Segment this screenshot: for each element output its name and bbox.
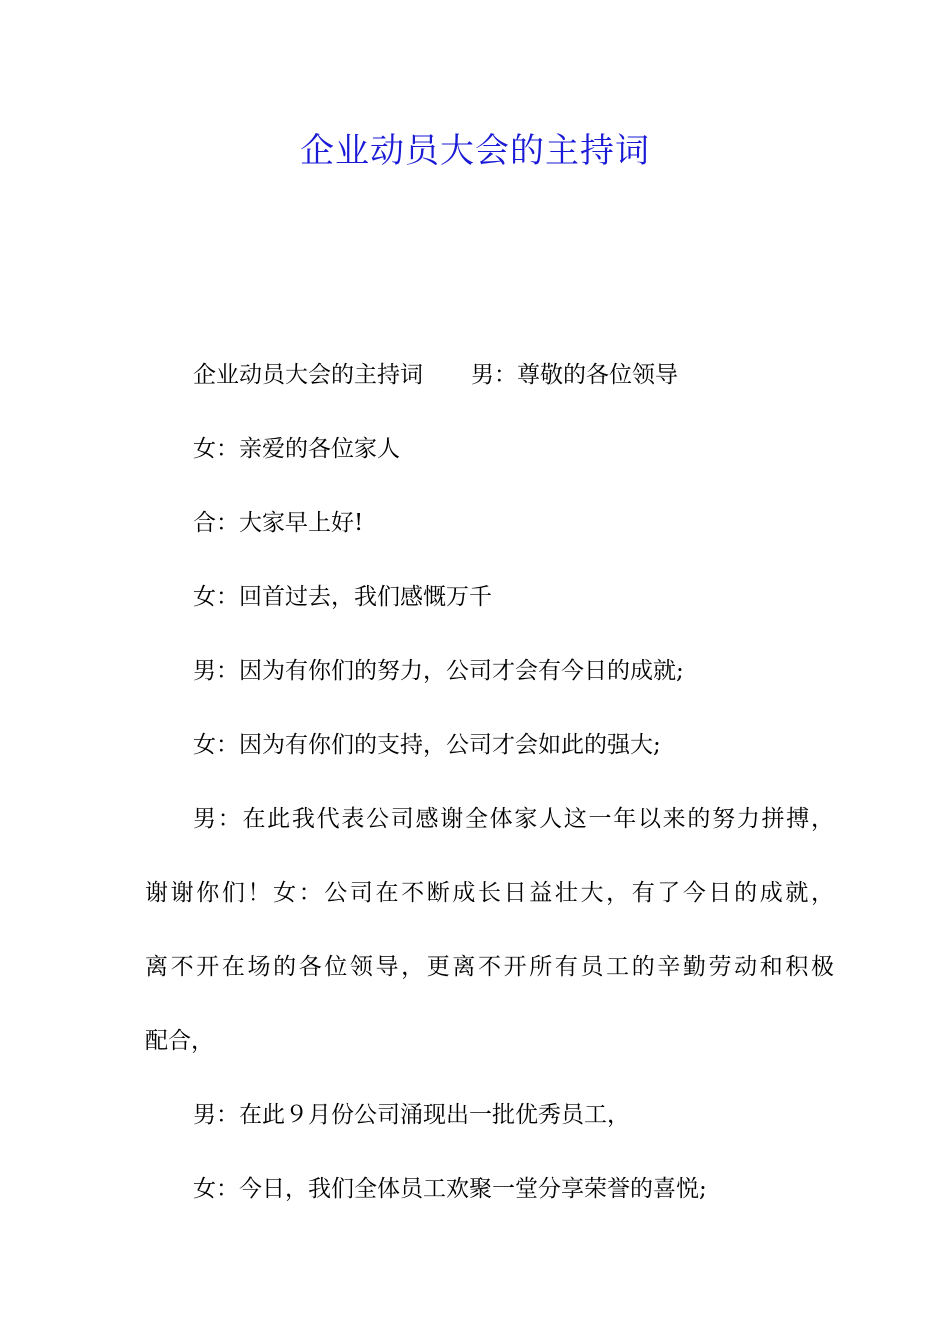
paragraph-line: 男：因为有你们的努力，公司才会有今日的成就;: [193, 658, 684, 684]
document-title: 企业动员大会的主持词: [300, 131, 650, 171]
document-body: [145, 338, 835, 1226]
paragraph-line: 女：今日，我们全体员工欢聚一堂分享荣誉的喜悦;: [193, 1176, 707, 1202]
paragraph-text: 企业动员大会的主持词: [193, 362, 423, 388]
paragraph-line: 女：回首过去，我们感慨万千: [193, 584, 492, 610]
paragraph-line: 配合，: [145, 1028, 214, 1054]
paragraph-line: 合：大家早上好!: [193, 510, 364, 536]
paragraph-line: 男：在此９月份公司涌现出一批优秀员工，: [193, 1102, 630, 1128]
paragraph-line: 谢谢你们！女：公司在不断成长日益壮大，有了今日的成就，: [145, 880, 835, 906]
paragraph-line: 男：在此我代表公司感谢全体家人这一年以来的努力拼搏，: [193, 806, 835, 832]
paragraph-text: 男：尊敬的各位领导: [471, 362, 678, 388]
paragraph-line: 女：亲爱的各位家人: [193, 436, 400, 462]
paragraph-line: [145, 338, 835, 412]
paragraph-line: 离不开在场的各位领导，更离不开所有员工的辛勤劳动和积极: [145, 954, 835, 980]
paragraph-line: 女：因为有你们的支持，公司才会如此的强大;: [193, 732, 661, 758]
